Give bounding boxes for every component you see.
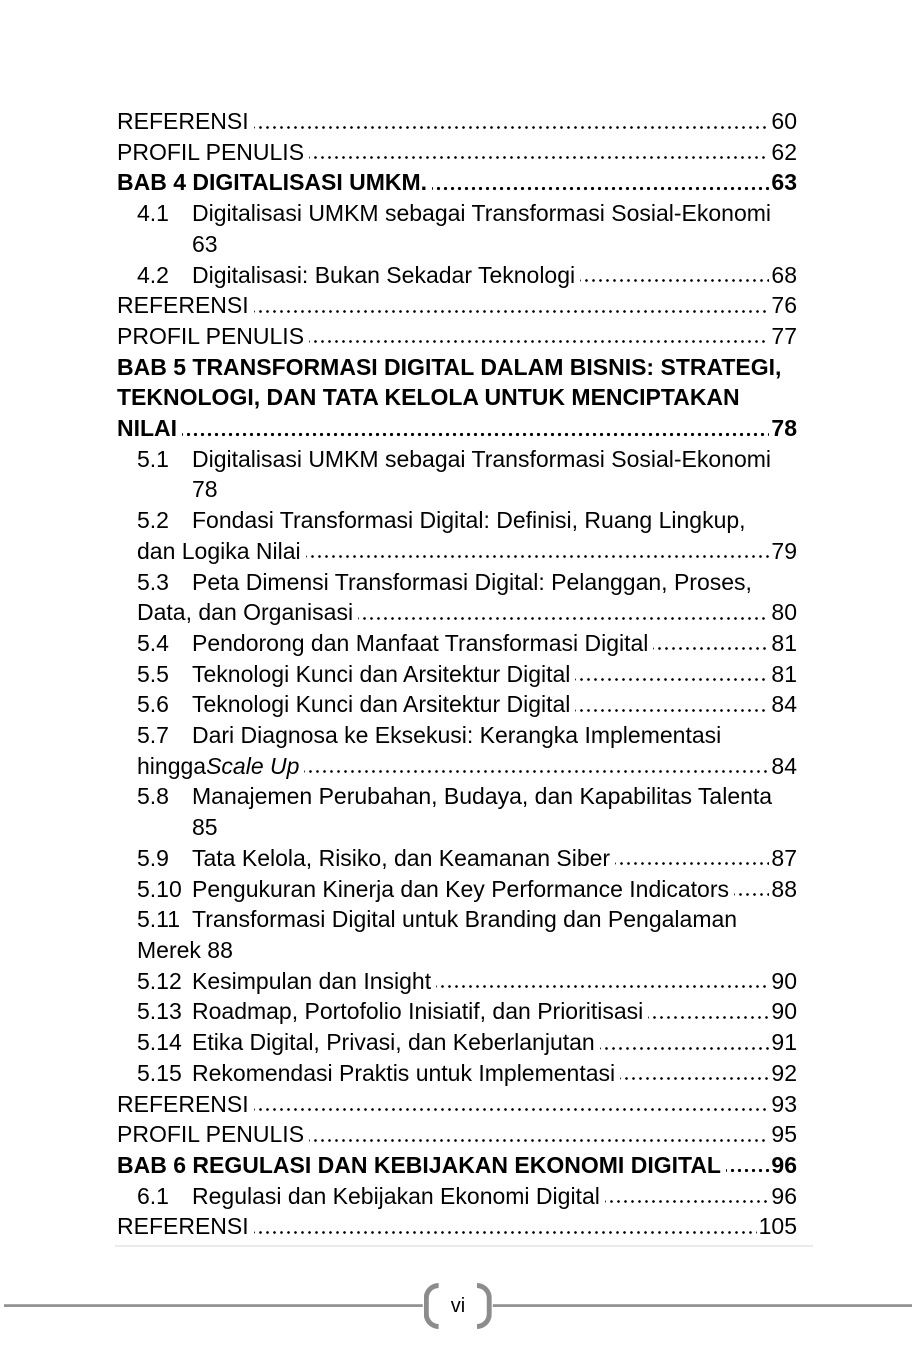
toc-leader-dots <box>309 321 769 352</box>
toc-page-number: 92 <box>771 1059 797 1086</box>
toc-entry-title: Fondasi Transformasi Digital: Definisi, Ruang Lingkup, <box>192 507 746 534</box>
toc-leader-dots <box>358 597 769 628</box>
toc-line <box>117 413 797 444</box>
toc-page-number: 87 <box>771 844 797 871</box>
toc-line <box>117 874 797 905</box>
toc-leader-dots <box>432 167 769 198</box>
toc-leader-dots <box>726 1150 769 1181</box>
toc-leader-dots <box>304 751 769 782</box>
toc-entry-title: Rekomendasi Praktis untuk Implementasi <box>192 1059 616 1086</box>
toc-page-number: 60 <box>771 108 797 134</box>
toc-entry-number: 6.1 <box>137 1182 169 1209</box>
toc-line <box>117 352 797 383</box>
toc-page-number: 90 <box>771 998 797 1025</box>
toc-entry-number: 5.15 <box>137 1059 182 1086</box>
toc-line <box>117 382 797 413</box>
toc-leader-dots <box>182 413 769 444</box>
toc-page-number: 84 <box>771 752 797 779</box>
toc-entry-title: 78 <box>192 476 218 503</box>
toc-line <box>117 198 797 229</box>
toc-leader-dots <box>615 843 769 874</box>
toc-line <box>117 935 797 966</box>
toc-page-number: 76 <box>771 292 797 319</box>
toc-leader-dots <box>254 1089 770 1120</box>
toc-page-number: 88 <box>771 875 797 902</box>
toc-page-number: 84 <box>771 691 797 718</box>
toc-page-number: 81 <box>771 660 797 687</box>
toc-entry-number: 5.2 <box>137 507 169 534</box>
toc-line <box>117 167 797 198</box>
toc-entry-title: Etika Digital, Privasi, dan Keberlanjutan <box>192 1029 595 1056</box>
toc-leader-dots <box>306 536 770 567</box>
toc-line <box>117 904 797 935</box>
toc-entry-number: 5.14 <box>137 1029 182 1056</box>
toc-line <box>117 1150 797 1181</box>
toc-line <box>117 751 797 782</box>
toc-entry-title: Digitalisasi UMKM sebagai Transformasi Sosial-Ekonomi <box>192 200 772 227</box>
toc-entry-title: 63 <box>192 230 218 257</box>
toc-line <box>117 1089 797 1120</box>
toc-entry-title: Kesimpulan dan Insight <box>192 967 432 994</box>
toc-entry-title: Transformasi Digital untuk Branding dan Pengalaman <box>192 906 738 933</box>
toc-entry-number: 5.5 <box>137 660 169 687</box>
toc-entry-title: PROFIL PENULIS <box>117 138 305 165</box>
toc-line <box>117 536 797 567</box>
toc-entry-title: REFERENSI <box>117 292 249 319</box>
toc-line <box>117 290 797 321</box>
toc-entry-title: Roadmap, Portofolio Inisiatif, dan Prioritisasi <box>192 998 644 1025</box>
toc-page-number: 62 <box>771 138 797 165</box>
toc-line <box>117 659 797 690</box>
toc-leader-dots <box>309 137 769 168</box>
toc-entry-title: REFERENSI <box>117 1090 249 1117</box>
toc-entry-title: REFERENSI <box>117 108 249 134</box>
toc-entry-title: Digitalisasi UMKM sebagai Transformasi Sosial-Ekonomi <box>192 445 772 472</box>
page-number-label: vi <box>450 1294 466 1317</box>
toc-line <box>117 996 797 1027</box>
toc-entry-title: Manajemen Perubahan, Budaya, dan Kapabilitas Talenta <box>192 783 773 810</box>
toc-entry-title: BAB 5 TRANSFORMASI DIGITAL DALAM BISNIS: STRATEGI, <box>117 353 782 380</box>
right-bracket-ornament-icon <box>477 1283 492 1329</box>
toc-entry-number: 5.4 <box>137 629 169 656</box>
toc-entry-title: Merek 88 <box>137 936 233 963</box>
toc-line <box>117 505 797 536</box>
toc-page-number: 93 <box>771 1090 797 1117</box>
toc-entry-title: NILAI <box>117 415 178 442</box>
toc-entry-title: Pengukuran Kinerja dan Key Performance Indicators <box>192 875 729 902</box>
toc-leader-dots <box>254 106 770 137</box>
toc-page-number: 68 <box>771 261 797 288</box>
toc-line <box>117 1211 797 1242</box>
toc-page-number: 96 <box>771 1151 797 1178</box>
toc-page-number: 63 <box>771 169 797 196</box>
toc-line <box>117 106 797 137</box>
left-bracket-ornament-icon <box>424 1283 439 1329</box>
toc-leader-dots <box>620 1058 769 1089</box>
toc-line <box>117 444 797 475</box>
toc-line <box>117 567 797 598</box>
toc-page-number: 95 <box>771 1121 797 1148</box>
toc-page-number: 78 <box>771 415 797 442</box>
toc-line <box>117 966 797 997</box>
toc-entry-number: 4.2 <box>137 261 169 288</box>
toc-leader-dots <box>309 1119 769 1150</box>
toc-entry-title: PROFIL PENULIS <box>117 1121 305 1148</box>
toc-leader-dots <box>605 1181 770 1212</box>
toc-entry-title: Digitalisasi: Bukan Sekadar Teknologi <box>192 261 576 288</box>
toc-page-number: 91 <box>771 1029 797 1056</box>
toc-entry-title: Data, dan Organisasi <box>137 599 354 626</box>
toc-line <box>117 1027 797 1058</box>
toc-page-number: 96 <box>771 1182 797 1209</box>
toc-entry-title: Tata Kelola, Risiko, dan Keamanan Siber <box>192 844 611 871</box>
toc-entry-title: 85 <box>192 814 218 841</box>
toc-page-number: 80 <box>771 599 797 626</box>
toc-entry-title: Scale Up <box>206 752 300 779</box>
toc-line <box>117 1058 797 1089</box>
toc-entry-title: Pendorong dan Manfaat Transformasi Digital <box>192 629 649 656</box>
toc-entry-title: PROFIL PENULIS <box>117 322 305 349</box>
toc-entry-title: Dari Diagnosa ke Eksekusi: Kerangka Implementasi <box>192 722 722 749</box>
toc-entry-title: Teknologi Kunci dan Arsitektur Digital <box>192 691 571 718</box>
toc-leader-dots <box>575 659 769 690</box>
toc-entry-title: dan Logika Nilai <box>137 537 301 564</box>
toc-page-number: 105 <box>758 1213 797 1240</box>
toc-entry-number: 5.12 <box>137 967 182 994</box>
toc-line <box>117 843 797 874</box>
toc-entry-title: BAB 6 REGULASI DAN KEBIJAKAN EKONOMI DIGITAL <box>117 1151 721 1178</box>
footer-divider-line <box>115 1245 813 1247</box>
toc-page-number: 77 <box>771 322 797 349</box>
toc-entry-number: 4.1 <box>137 200 169 227</box>
toc-line <box>117 229 797 260</box>
toc-entry-title: Peta Dimensi Transformasi Digital: Pelanggan, Proses, <box>192 568 752 595</box>
toc-entry-number: 5.13 <box>137 998 182 1025</box>
toc-leader-dots <box>653 628 769 659</box>
toc-line <box>117 689 797 720</box>
table-of-contents <box>117 106 797 1242</box>
toc-line <box>117 1119 797 1150</box>
toc-entry-number: 5.3 <box>137 568 169 595</box>
toc-line <box>117 321 797 352</box>
toc-line <box>117 137 797 168</box>
toc-page-number: 81 <box>771 629 797 656</box>
toc-leader-dots <box>648 996 769 1027</box>
toc-line <box>117 1181 797 1212</box>
toc-entry-number: 5.8 <box>137 783 169 810</box>
toc-page-number: 79 <box>771 537 797 564</box>
toc-entry-number: 5.11 <box>137 906 181 933</box>
toc-entry-title: REFERENSI <box>117 1213 249 1240</box>
toc-leader-dots <box>575 689 769 720</box>
toc-entry-title: Regulasi dan Kebijakan Ekonomi Digital <box>192 1182 600 1209</box>
toc-entry-title: hingga <box>137 752 207 779</box>
toc-leader-dots <box>436 966 769 997</box>
toc-entry-title: BAB 4 DIGITALISASI UMKM. <box>117 169 428 196</box>
toc-line <box>117 628 797 659</box>
toc-leader-dots <box>600 1027 770 1058</box>
toc-entry-number: 5.10 <box>137 875 182 902</box>
toc-entry-number: 5.9 <box>137 844 169 871</box>
toc-entry-title: Teknologi Kunci dan Arsitektur Digital <box>192 660 571 687</box>
toc-leader-dots <box>580 260 769 291</box>
toc-entry-title: TEKNOLOGI, DAN TATA KELOLA UNTUK MENCIPTAKAN <box>117 384 740 411</box>
toc-entry-number: 5.6 <box>137 691 169 718</box>
toc-line <box>117 474 797 505</box>
toc-line <box>117 812 797 843</box>
toc-leader-dots <box>254 290 770 321</box>
footer-page-ornament <box>423 1282 493 1329</box>
toc-line <box>117 781 797 812</box>
toc-page-number: 90 <box>771 967 797 994</box>
toc-entry-number: 5.7 <box>137 722 169 749</box>
toc-leader-dots <box>254 1211 757 1242</box>
toc-line <box>117 260 797 291</box>
toc-entry-number: 5.1 <box>137 445 169 472</box>
toc-leader-dots <box>734 874 769 905</box>
toc-line <box>117 720 797 751</box>
toc-line <box>117 597 797 628</box>
